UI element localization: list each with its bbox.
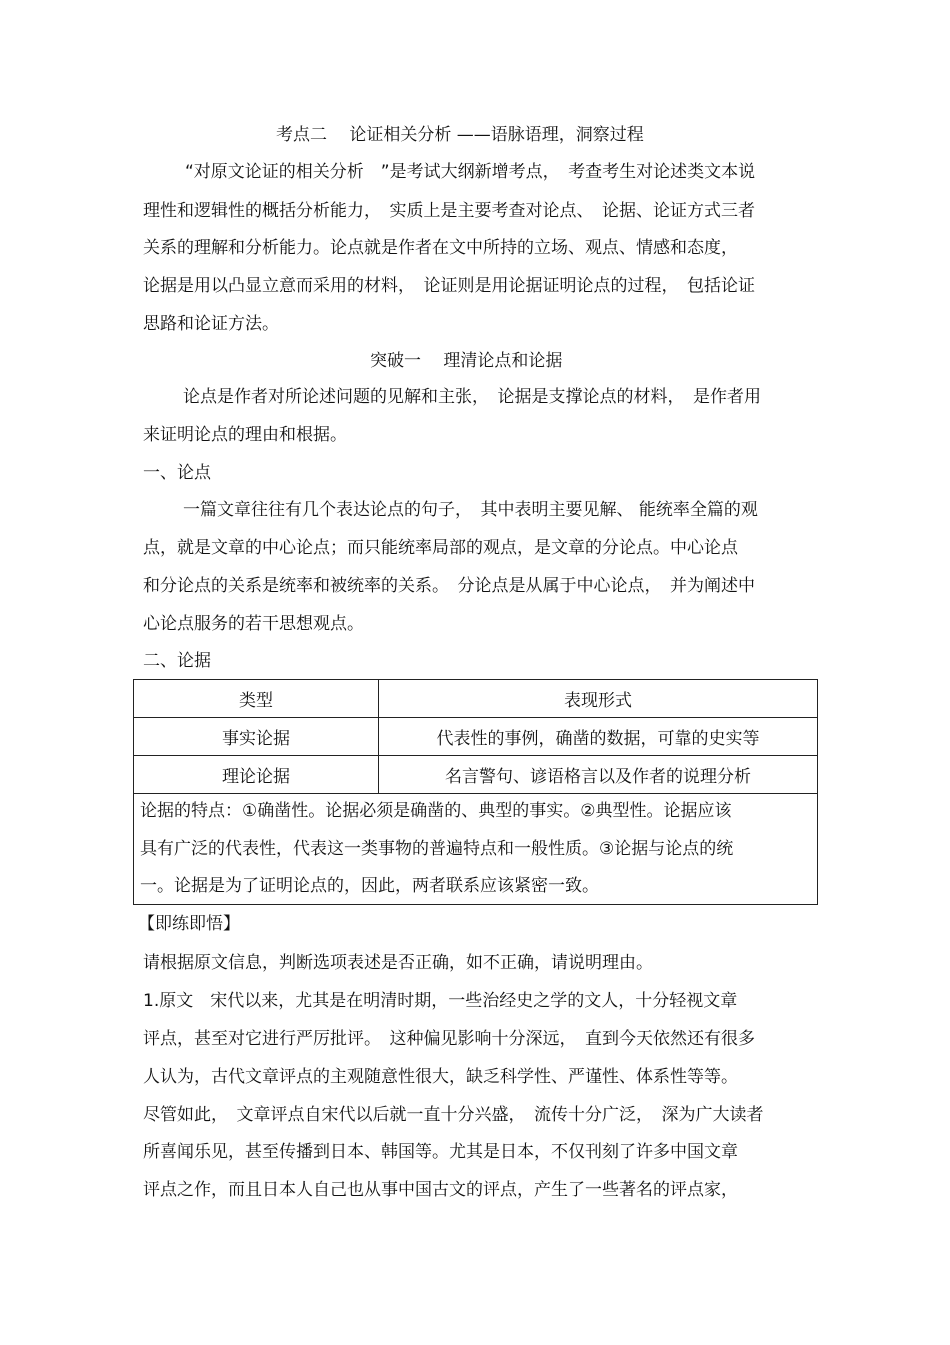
practice-instruction: 请根据原文信息，判断选项表述是否正确，如不正确，请说明理由。 [143,953,653,973]
features-line: 一。论据是为了证明论点的，因此，两者联系应该紧密一致。 [140,876,599,896]
part1-line: 点，就是文章的中心论点；而只能统率局部的观点，是文章的分论点。中心论点 [143,538,738,558]
passage-line: 人认为，古代文章评点的主观随意性很大，缺乏科学性、严谨性、体系性等等。 [143,1067,738,1087]
table-row [134,718,818,756]
intro-line: 思路和论证方法。 [143,314,279,334]
passage-line: 尽管如此， 文章评点自宋代以后就一直十分兴盛， 流传十分广泛， 深为广大读者 [143,1105,764,1125]
table-cell: 代表性的事例，确凿的数据，可靠的史实等 [379,718,818,756]
table-header-row [134,680,818,718]
part1-line: 心论点服务的若干思想观点。 [143,614,364,634]
table-row [134,756,818,794]
evidence-table [133,679,818,794]
table-cell: 理论论据 [134,756,379,794]
section-intro-line: 来证明论点的理由和根据。 [143,425,347,445]
intro-line: 关系的理解和分析能力。论点就是作者在文中所持的立场、观点、情感和态度， [143,238,738,258]
intro-line: 理性和逻辑性的概括分析能力， 实质上是主要考查对论点、 论据、论证方式三者 [143,201,755,221]
part1-heading: 一、论点 [143,463,211,483]
part1-line: 和分论点的关系是统率和被统率的关系。 分论点是从属于中心论点， 并为阐述中 [143,576,755,596]
passage-line: 1.原文 宋代以来，尤其是在明清时期，一些治经史之学的文人，十分轻视文章 [143,991,738,1011]
passage-line: 所喜闻乐见，甚至传播到日本、韩国等。尤其是日本，不仅刊刻了许多中国文章 [143,1142,738,1162]
part1-line: 一篇文章往往有几个表达论点的句子， 其中表明主要见解、 能统率全篇的观 [183,500,758,520]
part2-heading: 二、论据 [143,651,211,671]
intro-line: “对原文论证的相关分析 ”是考试大纲新增考点， 考查考生对论述类文本说 [185,162,756,182]
passage-line: 评点之作，而且日本人自己也从事中国古文的评点，产生了一些著名的评点家， [143,1180,738,1200]
intro-line: 论据是用以凸显立意而采用的材料， 论证则是用论据证明论点的过程， 包括论证 [143,276,755,296]
table-cell: 事实论据 [134,718,379,756]
practice-heading: 【即练即悟】 [138,914,240,934]
features-line: 论据的特点：①确凿性。论据必须是确凿的、典型的事实。②典型性。论据应该 [140,801,732,821]
passage-line: 评点，甚至对它进行严厉批评。 这种偏见影响十分深远， 直到今天依然还有很多 [143,1029,755,1049]
table-header-cell: 表现形式 [379,680,818,718]
section-title: 突破一 理清论点和论据 [370,351,563,371]
features-line: 具有广泛的代表性，代表这一类事物的普遍特点和一般性质。③论据与论点的统 [140,839,734,859]
page-heading: 考点二 论证相关分析 ——语脉语理，洞察过程 [276,125,644,145]
evidence-features-box [133,793,818,905]
table-header-cell: 类型 [134,680,379,718]
section-intro-line: 论点是作者对所论述问题的见解和主张， 论据是支撑论点的材料， 是作者用 [183,387,761,407]
table-cell: 名言警句、谚语格言以及作者的说理分析 [379,756,818,794]
